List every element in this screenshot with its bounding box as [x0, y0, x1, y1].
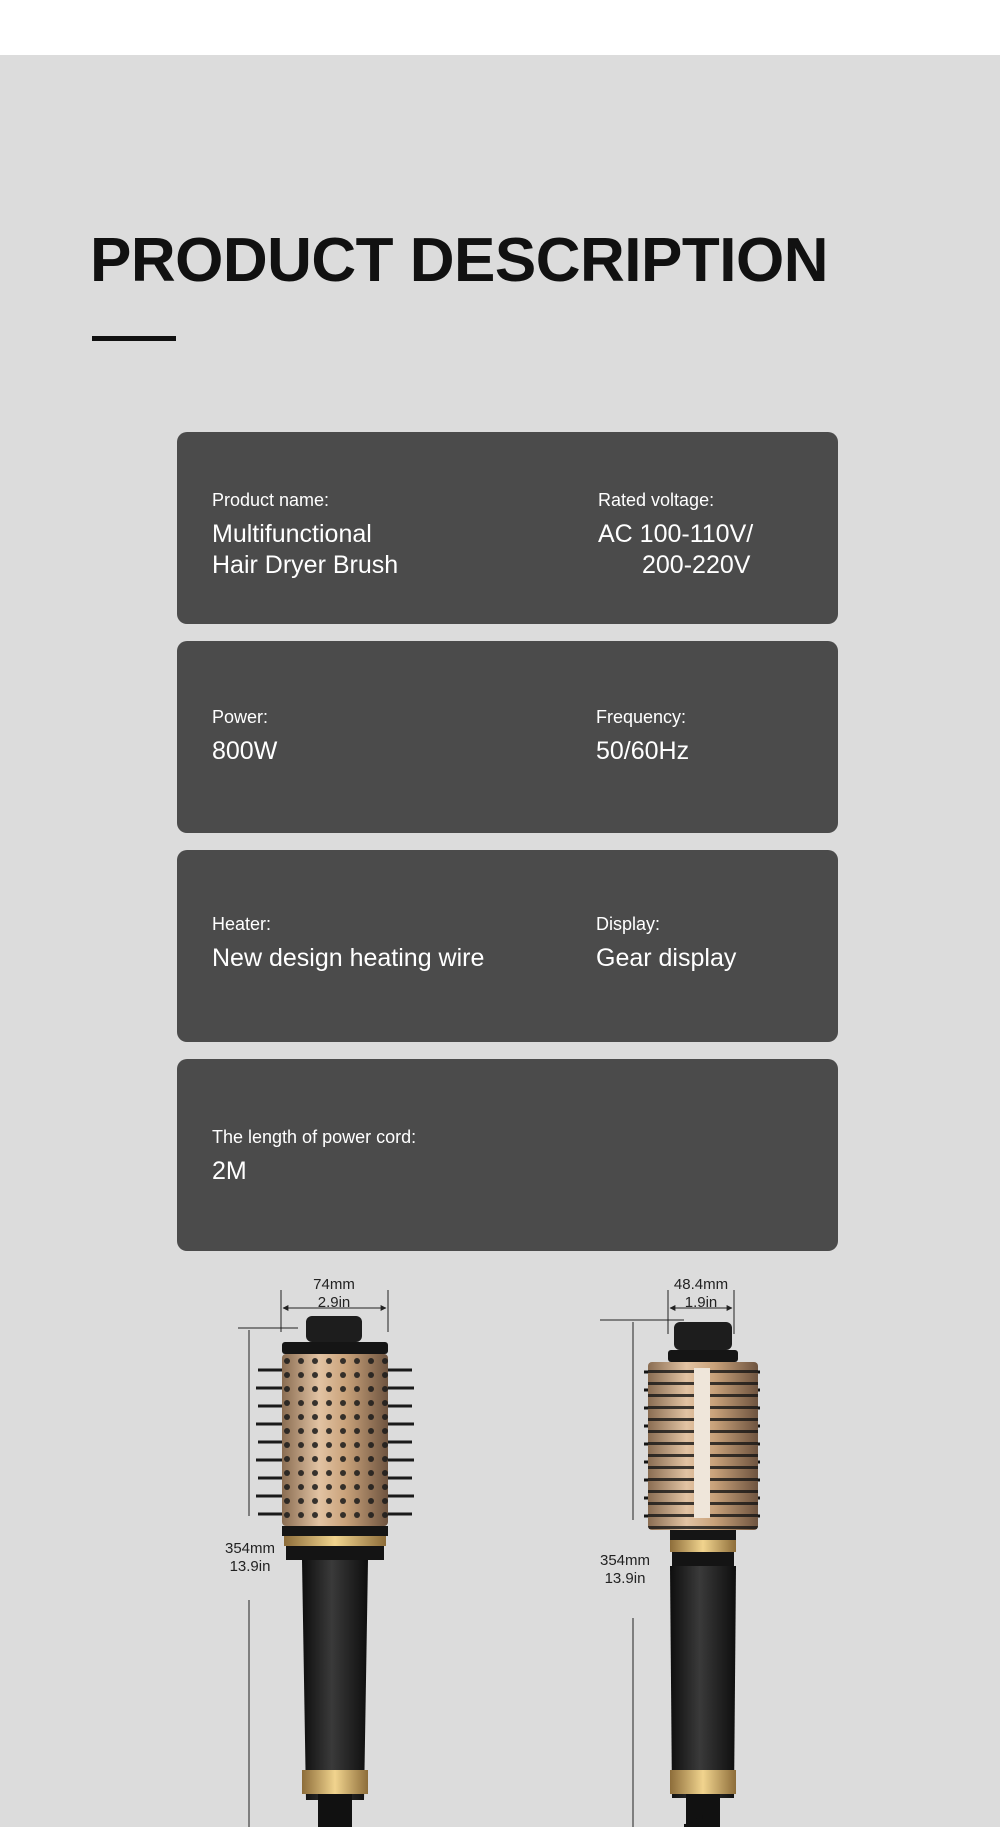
front-width-in: 2.9in — [317, 1294, 351, 1311]
spec-power — [212, 706, 277, 767]
side-width-mm: 48.4mm — [673, 1276, 729, 1293]
dimension-drawing — [0, 1270, 1000, 1827]
side-width-in: 1.9in — [684, 1294, 718, 1311]
spec-label: Display: — [596, 914, 661, 934]
spec-label: The length of power cord: — [212, 1127, 417, 1147]
front-width-mm: 74mm — [313, 1276, 355, 1293]
spec-power-cord — [212, 1126, 416, 1187]
front-height-mm: 354mm — [224, 1540, 276, 1557]
spec-value — [596, 943, 736, 974]
spec-label: Power: — [212, 707, 269, 727]
side-width-label — [661, 1276, 741, 1312]
spec-value-line: AC 100-110V/ — [598, 520, 754, 548]
spec-value-line: 200-220V — [642, 551, 751, 579]
spec-label: Rated voltage: — [598, 490, 715, 510]
spec-value-line: Multifunctional — [212, 520, 372, 548]
spec-label: Heater: — [212, 914, 272, 934]
side-height-label — [585, 1552, 665, 1588]
spec-card-power-cord — [177, 1059, 838, 1251]
spec-value — [596, 736, 689, 767]
front-height-label — [210, 1540, 290, 1576]
spec-value-line: Gear display — [596, 944, 737, 972]
page-title: PRODUCT DESCRIPTION — [90, 226, 828, 295]
spec-value — [212, 943, 484, 974]
front-width-label — [294, 1276, 374, 1312]
spec-value-line: 50/60Hz — [596, 737, 690, 765]
dimension-figures — [0, 1270, 1000, 1827]
spec-heater — [212, 913, 484, 974]
spec-value — [212, 1156, 416, 1187]
spec-label: Product name: — [212, 490, 330, 510]
front-height-in: 13.9in — [229, 1558, 271, 1575]
spec-label: Frequency: — [596, 707, 687, 727]
spec-value-line: 800W — [212, 737, 278, 765]
spec-value — [598, 519, 753, 581]
side-height-in: 13.9in — [604, 1570, 646, 1587]
title-underline — [92, 336, 176, 341]
spec-value-line: 2M — [212, 1157, 247, 1185]
spec-card-power-frequency — [177, 641, 838, 833]
spec-value — [212, 736, 277, 767]
spec-card-heater-display — [177, 850, 838, 1042]
side-height-mm: 354mm — [599, 1552, 651, 1569]
spec-card-name-voltage — [177, 432, 838, 624]
spec-product-name — [212, 489, 398, 581]
spec-value-line: Hair Dryer Brush — [212, 551, 399, 579]
spec-value-line: New design heating wire — [212, 944, 485, 972]
spec-display — [596, 913, 736, 974]
spec-rated-voltage — [598, 489, 753, 581]
spec-frequency — [596, 706, 689, 767]
spec-value — [212, 519, 398, 581]
